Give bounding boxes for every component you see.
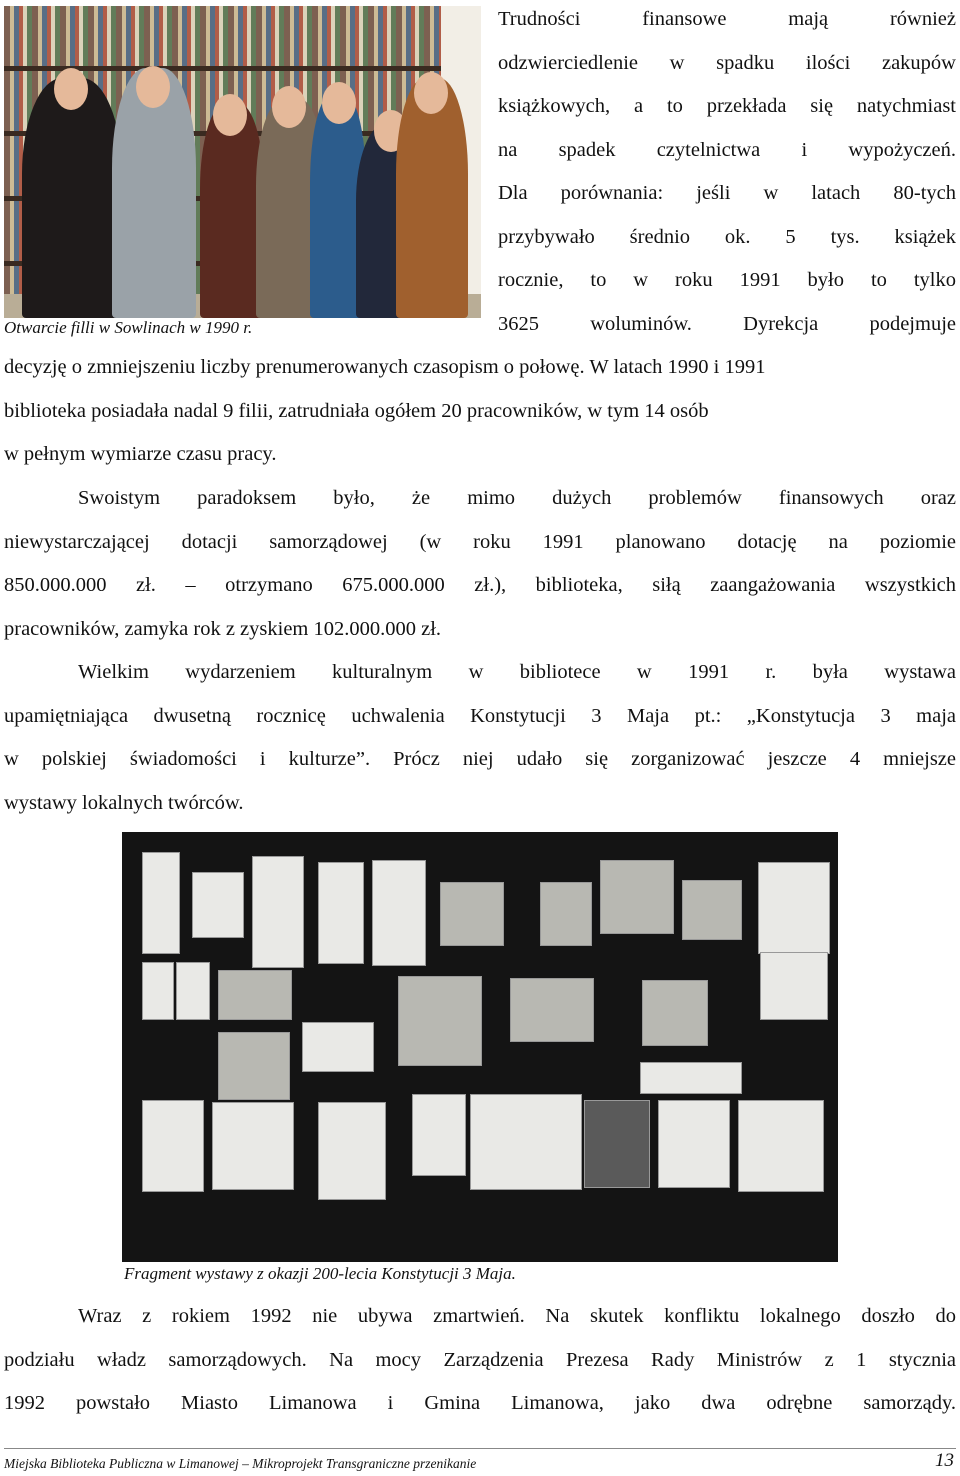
text-line: 850.000.000 zł. – otrzymano 675.000.000 zł.), biblioteka, siłą zaangażowania wszystkich — [4, 574, 956, 596]
text-line: Wielkim wydarzeniem kulturalnym w bibliotece w 1991 r. była wystawa — [78, 661, 956, 683]
footer-divider — [4, 1448, 956, 1449]
text-line: odzwierciedlenie w spadku ilości zakupów — [498, 51, 956, 74]
text-line: Trudności finansowe mają również — [498, 8, 956, 30]
footer-text: Miejska Biblioteka Publiczna w Limanowej – Mikroprojekt Transgraniczne przenikanie — [4, 1456, 477, 1471]
text-line: 1992 powstało Miasto Limanowa i Gmina Limanowa, jako dwa odrębne samorządy. — [4, 1392, 956, 1414]
text-line: przybywało średnio ok. 5 tys. książek — [498, 225, 956, 248]
text-line: w polskiej świadomości i kulturze”. Prócz niej udało się zorganizować jeszcze 4 mniejsze — [4, 748, 956, 770]
text-line: Wraz z rokiem 1992 nie ubywa zmartwień. Na skutek konfliktu lokalnego doszło do — [78, 1305, 956, 1327]
text-line: książkowych, a to przekłada się natychmiast — [498, 95, 956, 117]
text-line: decyzję o zmniejszeniu liczby prenumerowanych czasopism o połowę. W latach 1990 i 1991 — [4, 356, 766, 378]
text-line: 3625 woluminów. Dyrekcja podejmuje — [498, 312, 956, 335]
text-line: upamiętniająca dwusetną rocznicę uchwalenia Konstytucji 3 Maja pt.: „Konstytucja 3 maja — [4, 704, 956, 727]
text-line: na spadek czytelnictwa i wypożyczeń. — [498, 138, 956, 161]
text-line: Swoistym paradoksem było, że mimo dużych problemów finansowych oraz — [78, 487, 956, 509]
text-line: Dla porównania: jeśli w latach 80-tych — [498, 182, 956, 204]
page-number: 13 — [935, 1450, 954, 1471]
paragraph-4 — [4, 1295, 956, 1426]
text-line: wystawy lokalnych twórców. — [4, 791, 244, 814]
paragraph-1-right — [498, 0, 956, 346]
text-line: niewystarczającej dotacji samorządowej (w roku 1991 planowano dotację na poziomie — [4, 530, 956, 553]
group-photo — [4, 6, 481, 318]
photo1-caption: Otwarcie filli w Sowlinach w 1990 r. — [4, 318, 253, 337]
photo2-caption: Fragment wystawy z okazji 200-lecia Konstytucji 3 Maja. — [124, 1264, 516, 1283]
text-line: rocznie, to w roku 1991 było to tylko — [498, 269, 956, 291]
paragraph-3 — [4, 651, 956, 825]
text-line: podziału władz samorządowych. Na mocy Zarządzenia Prezesa Rady Ministrów z 1 stycznia — [4, 1348, 956, 1371]
exhibition-photo — [122, 832, 838, 1262]
paragraph-2 — [4, 477, 956, 651]
text-line: pracowników, zamyka rok z zyskiem 102.000.000 zł. — [4, 617, 442, 640]
paragraph-1-full — [4, 346, 956, 477]
text-line: biblioteka posiadała nadal 9 filii, zatrudniała ogółem 20 pracowników, w tym 14 osób — [4, 399, 709, 422]
text-line: w pełnym wymiarze czasu pracy. — [4, 443, 277, 465]
